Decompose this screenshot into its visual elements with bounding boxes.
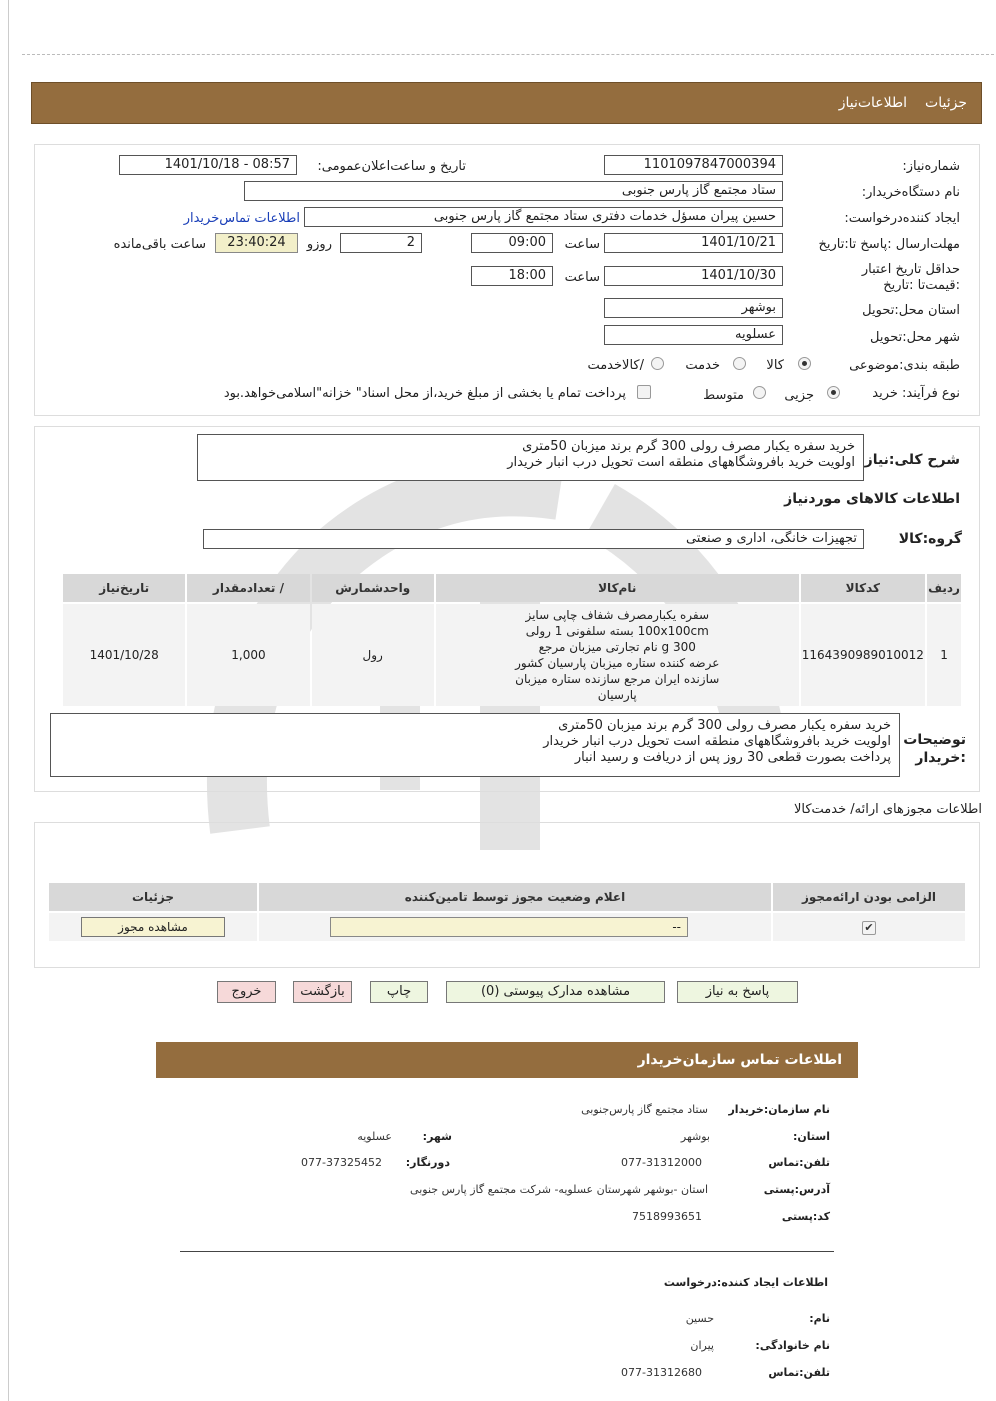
permit-status-field[interactable]: -- (330, 917, 688, 937)
col-row: ردیف (927, 574, 961, 602)
item-name-line-1: سفره یکبارمصرف شفاف چاپی سایز (525, 608, 710, 622)
view-attachments-button[interactable]: مشاهده مدارک پیوستی (0) (446, 981, 665, 1003)
goods-info-title: اطلاعات کالاهای موردنیاز (784, 491, 960, 507)
contact-city-label: شهر: (422, 1130, 452, 1143)
item-name-line-5: سازنده ایران مرجع سازنده ستاره میزبان (515, 672, 720, 686)
permit-required-cell (773, 913, 965, 941)
back-button[interactable]: بازگشت (293, 981, 352, 1003)
remaining-label: ساعت باقی‌مانده (113, 237, 206, 252)
contact-phone-value: 077-31312000 (621, 1156, 702, 1169)
details-header-bar (31, 82, 982, 124)
print-button[interactable]: چاپ (370, 981, 428, 1003)
deadline-label: مهلت‌ارسال :پاسخ تا:تاریخ (818, 237, 960, 252)
left-border-line (8, 0, 9, 1401)
province-label: استان محل:تحویل (862, 303, 960, 318)
permit-details-cell (49, 913, 257, 941)
city-label: شهر محل:تحویل (870, 330, 960, 345)
remaining-time-field: 23:40:24 (215, 233, 298, 253)
contact-postal-label: کد:پستی (781, 1210, 830, 1223)
view-permit-button[interactable]: مشاهده مجوز (81, 917, 225, 937)
contact-province-value: بوشهر (680, 1130, 710, 1143)
item-name-line-3: g 300 نام تجارتی میزبان مرجع (538, 640, 696, 654)
col-date: تاریخ‌نیاز (63, 574, 185, 602)
city-field: عسلویه (604, 325, 783, 345)
contact-address-value: استان -بوشهر شهرستان عسلویه- شرکت مجتمع گاز پارس جنوبی (410, 1183, 708, 1196)
permit-status-cell (259, 913, 771, 941)
category-goods-label: کالا (766, 358, 784, 373)
province-field: بوشهر (604, 298, 783, 318)
buyer-org-label: نام دستگاه‌خریدار: (861, 185, 960, 200)
validity-time-label: ساعت (564, 270, 600, 285)
requester-field: حسین پیران مسؤل خدمات دفتری ستاد مجتمع گاز پارس جنوبی (304, 207, 783, 227)
creator-name-value: حسین (685, 1312, 714, 1325)
summary-box (197, 434, 864, 481)
process-medium-radio[interactable] (753, 386, 766, 399)
treasury-payment-note: پرداخت تمام یا بخشی از مبلغ خرید،از محل اسناد" خزانه"اسلامی‌خواهد.بود (223, 386, 626, 401)
reply-button[interactable]: پاسخ به نیاز (677, 981, 798, 1003)
category-goods-service-label: /کالاخدمت (587, 358, 644, 373)
deadline-time-field: 09:00 (471, 233, 553, 253)
item-code: 1164390989010012 (801, 604, 925, 706)
items-table (61, 572, 963, 708)
category-goods-radio[interactable] (798, 357, 811, 370)
item-name-line-6: پارسیان (597, 688, 637, 702)
buyer-notes-line-2: اولویت خرید بافروشگاههای منطقه است تحویل درب انبار خریدار (543, 734, 891, 749)
table-row (63, 604, 961, 706)
contact-province-label: استان: (793, 1130, 830, 1143)
days-field: 2 (340, 233, 422, 253)
creator-name-label: نام: (809, 1312, 830, 1325)
buyer-contact-link[interactable]: اطلاعات تماس‌خریدار (183, 211, 300, 226)
process-minor-label: جزیی (784, 388, 814, 403)
announce-label: تاریخ و ساعت‌اعلان‌عمومی: (317, 159, 466, 174)
contact-divider (180, 1251, 834, 1252)
buyer-org-field: ستاد مجتمع گاز پارس جنوبی (244, 181, 783, 201)
deadline-date-field: 1401/10/21 (604, 233, 783, 253)
need-number-label: شماره‌نیاز: (902, 159, 960, 174)
validity-time-field: 18:00 (471, 266, 553, 286)
exit-button[interactable]: خروج (217, 981, 276, 1003)
requester-label: ایجاد کننده‌درخواست: (844, 211, 960, 226)
col-unit: واحدشمارش (312, 574, 434, 602)
contact-address-label: آدرس:پستی (763, 1183, 830, 1196)
contact-postal-value: 7518993651 (632, 1210, 702, 1223)
creator-title: اطلاعات ایجاد کننده:درخواست (663, 1276, 828, 1289)
tab-details[interactable]: جزئیات (925, 95, 967, 111)
col-code: کدکالا (801, 574, 925, 602)
buyer-notes-box (50, 713, 900, 777)
buyer-notes-line-3: پرداخت بصورت قطعی 30 روز پس از دریافت و رسید انبار (574, 750, 891, 765)
category-service-label: خدمت (685, 358, 720, 373)
category-label: طبقه بندی:موضوعی (849, 358, 960, 373)
col-name: نام‌کالا (436, 574, 799, 602)
creator-phone-value: 077-31312680 (621, 1366, 702, 1379)
buyer-notes-line-1: خرید سفره یکبار مصرف رولی 300 گرم برند میزبان 50متری (558, 718, 891, 733)
item-name (436, 604, 799, 706)
process-medium-label: متوسط (703, 388, 744, 403)
contact-city-value: عسلویه (357, 1130, 392, 1143)
validity-label: حداقل تاریخ اعتبار :قیمت‌تا :تاریخ (861, 262, 960, 293)
treasury-payment-checkbox[interactable] (637, 385, 651, 399)
col-permit-details: جزئیات (49, 883, 257, 911)
buyer-notes-label: توضیحات :خریدار (903, 732, 966, 766)
need-number-field: 1101097847000394 (604, 155, 783, 175)
tab-need-info[interactable]: اطلاعات‌نیاز (838, 95, 908, 111)
item-unit: رول (312, 604, 434, 706)
deadline-time-label: ساعت (564, 237, 600, 252)
item-name-line-2: 100x100cm بسته سلفونی 1 رولی (525, 624, 709, 638)
group-field: تجهیزات خانگی، اداری و صنعتی (203, 529, 864, 549)
col-permit-status: اعلام وضعیت مجوز توسط تامین‌کننده (259, 883, 771, 911)
summary-line-1: خرید سفره یکبار مصرف رولی 300 گرم برند میزبان 50متری (522, 439, 855, 454)
contact-org-label: نام سازمان:خریدار (728, 1103, 830, 1116)
permits-table (47, 881, 967, 943)
category-goods-service-radio[interactable] (651, 357, 664, 370)
col-quantity: / تعدادمقدار (187, 574, 309, 602)
category-service-radio[interactable] (733, 357, 746, 370)
col-permit-required: الزامی بودن ارائه‌مجوز (773, 883, 965, 911)
group-label: گروه:کالا (898, 531, 962, 547)
contact-org-value: ستاد مجتمع گاز پارس‌جنوبی (581, 1103, 708, 1116)
contact-fax-label: دورنگار: (405, 1156, 450, 1169)
permits-title: اطلاعات مجوزهای ارائه/ خدمت‌کالا (793, 802, 982, 817)
creator-family-label: نام خانوادگی: (755, 1339, 830, 1352)
creator-phone-label: تلفن:تماس (768, 1366, 830, 1379)
item-quantity: 1,000 (187, 604, 309, 706)
item-date: 1401/10/28 (63, 604, 185, 706)
summary-label: شرح کلی:نیاز (864, 452, 960, 468)
top-divider (22, 54, 994, 55)
row-number: 1 (927, 604, 961, 706)
process-label: نوع فرآیند: خرید (872, 386, 960, 401)
creator-family-value: پیران (690, 1339, 714, 1352)
contact-phone-label: تلفن:تماس (768, 1156, 830, 1169)
item-name-line-4: عرضه کننده ستاره میزبان پارسیان کشور (515, 656, 720, 670)
permit-required-checkbox[interactable]: ✔ (862, 921, 876, 935)
validity-date-field: 1401/10/30 (604, 266, 783, 286)
contact-fax-value: 077-37325452 (301, 1156, 382, 1169)
announce-field: 1401/10/18 - 08:57 (119, 155, 297, 175)
summary-line-2: اولویت خرید بافروشگاههای منطقه است تحویل درب انبار خریدار (507, 455, 855, 470)
contact-header-bar: اطلاعات تماس سازمان‌خریدار (156, 1042, 858, 1078)
table-row (49, 913, 965, 941)
days-label: روزو (306, 237, 332, 252)
process-minor-radio[interactable] (827, 386, 840, 399)
